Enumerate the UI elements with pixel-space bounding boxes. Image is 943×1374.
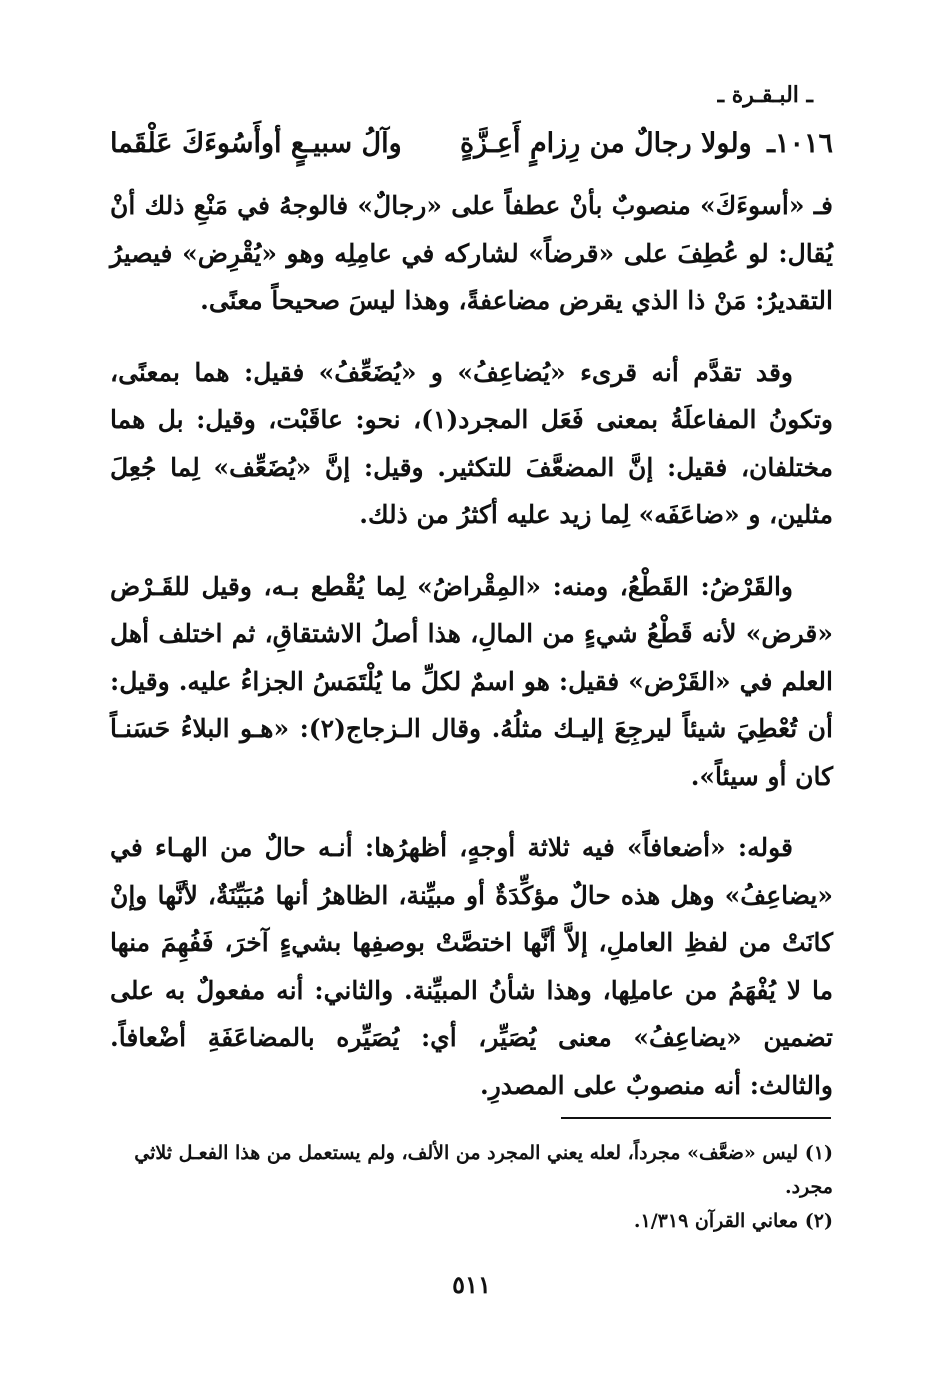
main-text xyxy=(110,182,833,1133)
footnote-2: (٢) معاني القرآن ١/٣١٩. xyxy=(633,1210,833,1232)
paragraph-3: والقَرْضُ: القَطْعُ، ومنه: «المِقْراضُ» لِما يُقْطع بـه، وقيل للقَـرْض «قرض» لأنه قَطْعُ شيءٍ من المالِ، هذا أصلُ الاشتقاقِ، ثم اختلف أهل العلم في «القَرْض» فقيل: هو اسمٌ لكلِّ ما يُلْتَمَسُ الجزاءُ عليه. وقيل: أن تُعْطِيَ شيئاً ليرجِعَ إليـك مثلُهُ. وقال الـزجاج(٢): «هـو البلاءُ حَسَنـاً كان أو سيئاً». xyxy=(110,571,833,791)
verse-second-half: وآلُ سبيـعٍ أوأَسُوءَكَ عَلْقَما xyxy=(110,128,402,159)
paragraph-2: وقد تقدَّم أنه قرىء «يُضاعِفُ» و «يُضَعِّفُ» فقيل: هما بمعنًى، وتكونُ المفاعلَةُ بمعنى فَعَل المجرد(١)، نحو: عاقَبْت، وقيل: بل هما مختلفان، فقيل: إنَّ المضعَّفَ للتكثير. وقيل: إنَّ «يُضَعِّف» لِما جُعِلَ مثلين، و «ضاعَفَه» لِما زيد عليه أكثرُ من ذلك. xyxy=(110,357,833,529)
paragraph-1: فـ «أسوءَكَ» منصوبٌ بأنْ عطفاً على «رجالٌ» فالوجهُ في مَنْعِ ذلك أنْ يُقال: لو عُطِفَ على «قرضاً» لشاركه في عامِلِه وهو «يُقْرِض» فيصيرُ التقديرُ: مَنْ ذا الذي يقرض مضاعفةً، وهذا ليسَ صحيحاً معنًى. xyxy=(110,191,833,315)
footnotes xyxy=(110,1136,833,1238)
running-header: ـ البـقـرة ـ xyxy=(717,82,813,108)
verse-first-half: ولولا رجالٌ من رِزامٍ أَعِـزَّةٍ xyxy=(459,128,752,159)
verse-number: ١٠١٦ـ xyxy=(767,128,833,159)
verse-first-hemistich xyxy=(460,128,833,159)
poetry-verse xyxy=(110,128,833,159)
footnote-1: (١) ليس «ضعَّف» مجرداً، لعله يعني المجرد من الألف، ولم يستعمل من هذا الفعـل ثلاثي مجرد. xyxy=(134,1142,833,1198)
footnote-divider xyxy=(561,1117,831,1119)
page-number: ٥١١ xyxy=(452,1270,491,1299)
paragraph-4: قوله: «أضعافاً» فيه ثلاثة أوجهٍ، أظهرُها: أنـه حالٌ من الهـاء في «يضاعِفُ» وهل هذه حالٌ مؤكِّدَةٌ أو مبيِّنة، الظاهرُ أنها مُبَيِّنَةٌ، لأنَّها وإنْ كانَتْ من لفظِ العاملِ، إلاَّ أنَّها اختصَّتْ بوصفِها بشيءٍ آخرَ، فَفُهِمَ منها ما لا يُفْهَمُ من عاملِها، وهذا شأنُ المبيِّنة. والثاني: أنه مفعولٌ به على تضمين «يضاعِفُ» معنى يُصَيِّر، أي: يُصَيِّره بالمضاعَفَةِ أضْعافاً. والثالث: أنه منصوبٌ على المصدرِ. xyxy=(110,833,833,1100)
